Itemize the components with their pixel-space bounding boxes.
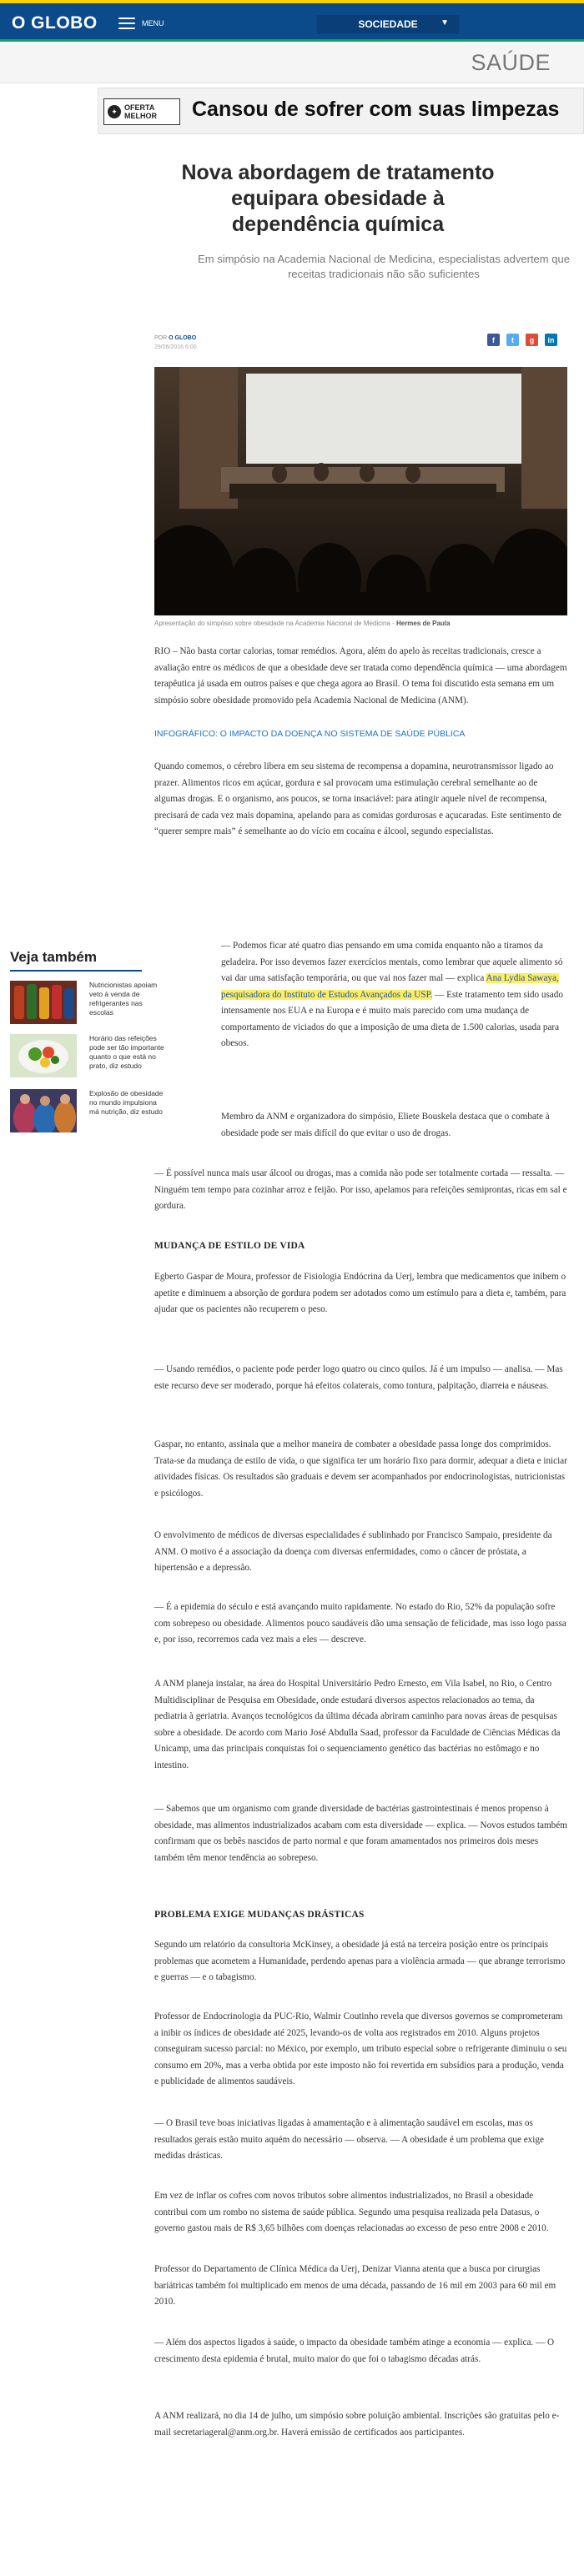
related-thumbnail [10,1034,77,1077]
paragraph-text: Em vez de inflar os cofres com novos tributos sobre alimentos industrializados, no Brasil a obesidade contribui com um rombo no sistema de saúde pública. Segundo uma pesquisa realizada pela Datasus, o governo gastou mais de R$ 3,65 bilhões com doenças relacionadas ao excesso de peso entre 2008 e 2010. [154,2191,549,2233]
ad-logo [103,98,180,125]
paragraph-text: — O Brasil teve boas iniciativas ligadas à amamentação e à alimentação saudável em escolas, mas os resultados gerais estão muito aquém do necessário — observa. — A obesidade é um problema que exige medidas drásticas. [154,2118,544,2161]
infographic-link[interactable]: INFOGRÁFICO: O IMPACTO DA DOENÇA NO SISTEMA DE SAÚDE PÚBLICA [154,729,466,739]
related-thumbnail [10,981,77,1024]
paragraph-text: — Usando remédios, o paciente pode perder logo quatro ou cinco quilos. Já é um impulso — analisa. — Mas este recurso deve ser moderado, porque há efeitos colaterais, como tontura, palpitação, diarreia e náuseas. [154,1364,563,1391]
ad-brand-line2: MELHOR [124,112,157,120]
article-paragraph [154,1166,567,1215]
article-paragraph [154,2009,567,2091]
article-paragraph [154,1269,567,1318]
article-title: Nova abordagem de tratamento equipara obesidade à dependência química [181,161,495,236]
photo-caption [154,620,450,627]
paragraph-text-part: — Podemos ficar até quatro dias pensando em uma comida enquanto não a tiramos da geladeira. Por isso devemos fazer exercícios mentais, como lembrar que aquele alimento só vai dar uma satisfação temporária, ou que vai nos fazer mal — explica [221,941,563,983]
paragraph-text: — É a epidemia do século e está avançando muito rapidamente. No estado do Rio, 52% da população sofre com sobrepeso ou obesidade. Alimentos pouco saudáveis dão uma sensação de felicidade, mas isso logo passa e, por isso, recorremos cada vez mais a eles — descreve. [154,1602,566,1645]
article-paragraph [221,1109,567,1142]
publish-date: 29/06/2016 6:00 [154,344,197,350]
article-paragraph [154,1599,567,1649]
paragraph-text: Quando comemos, o cérebro libera em seu sistema de recompensa a dopamina, neurotransmissor ligado ao prazer. Alimentos ricos em açúcar, gordura e sal provocam uma estimulação cerebral semelhante ao de algumas drogas. E o organismo, aos poucos, se torna insaciável: para atingir aquele nível de recompensa, precisará de cada vez mais dopamina, apelando para as comidas gordurosas e açucaradas. Este sentimento de “querer sempre mais” é semelhante ao do vício em cocaína e álcool, segundo especialistas. [154,761,562,836]
googleplus-icon[interactable]: g [526,334,538,346]
site-header [0,3,584,42]
article-paragraph [154,759,567,841]
article-paragraph [154,1528,567,1577]
article-paragraph [154,644,567,709]
related-item[interactable] [10,981,158,1027]
article-paragraph [154,2262,567,2311]
symposium-photo-image [154,367,567,615]
article-paragraph [154,2116,567,2165]
article-paragraph [154,2188,567,2237]
paragraph-text: O envolvimento de médicos de diversas especialidades é sublinhado por Francisco Sampaio, presidente da ANM. O motivo é a associação da doença com diversas enfermidades, como o câncer de próstata, a hipertensão e a depressão. [154,1530,552,1573]
ad-logo-icon: ✦ [108,105,121,118]
related-divider [10,970,142,972]
paragraph-text: Professor do Departamento de Clínica Médica da Uerj, Denizar Vianna atenta que a busca por cirurgias bariátricas também foi multiplicado em menos de uma década, passando de 16 mil em 2003 para 60 mil em 2010. [154,2264,556,2307]
paragraph-text: Segundo um relatório da consultoria McKinsey, a obesidade já está na terceira posição entre os principais problemas que acometem a Humanidade, perdendo apenas para a violência armada — que abrange terrorismo e guerras — e o tabagismo. [154,1940,566,1982]
related-title: Explosão de obesidade no mundo impulsiona má nutrição, diz estudo [89,1089,164,1116]
byline-prefix: POR [154,335,168,341]
section-heading: MUDANÇA DE ESTILO DE VIDA [154,1241,305,1251]
related-title: Horário das refeições pode ser tão importante quanto o que está no prato, diz estudo [89,1034,164,1070]
article-subtitle: Em simpósio na Academia Nacional de Medicina, especialistas advertem que receitas tradicionais não são suficientes [198,253,570,280]
related-thumbnail [10,1089,77,1132]
share-bar [487,334,557,346]
linkedin-icon[interactable]: in [545,334,557,346]
related-title: Nutricionistas apoiam veto à venda de refrigerantes nas escolas [89,981,158,1017]
photo-credit: Hermes de Paula [395,620,451,627]
byline-source[interactable]: O GLOBO [169,335,197,341]
paragraph-text: A ANM planeja instalar, na área do Hospital Universitário Pedro Ernesto, em Vila Isabel, no Rio, o Centro Multidisciplinar de Pesquisa em Obesidade, onde estudará diversos aspectos relacionados ao tema, da pediatria à geriatria. Avanços tecnológicos da última década abriram caminho para novas áreas de pesquisas sobre a obesidade. De acordo com Mario José Abdulla Saad, professor da Faculdade de Ciências Médicas da Unicamp, uma das principais conquistas foi o sequenciamento genético das bactérias no estômago e no intestino. [154,1679,561,1770]
paragraph-text: RIO – Não basta cortar calorias, tomar remédios. Agora, além do apelo às receitas tradicionais, cresce a avaliação entre os médicos de que a obesidade deve ser tratada como dependência química — uma abordagem terapêutica já usada em outros países e que chega agora ao Brasil. O tema foi discutido esta semana em um simpósio sobre obesidade promovido pela Academia Nacional de Medicina (ANM). [154,646,567,706]
paragraph-text: Professor de Endocrinologia da PUC-Rio, Walmir Coutinho revela que diversos governos se comprometeram a inibir os índices de obesidade até 2025, levando-os de volta aos registrados em 2010. Alguns projetos conseguiram sucesso parcial: no México, por exemplo, um tributo especial sobre o refrigerante diminuiu o seu consumo em 20%, mas a verba obtida por este imposto não foi revertida em subsídios para a produção, venda e publicidade de alimentos saudáveis. [154,2011,567,2086]
highlighted-text[interactable]: Ana Lydia Sawaya, pesquisadora do Instituto de Estudos Avançados da USP. [221,973,559,1000]
article-paragraph [154,1676,567,1774]
related-item[interactable] [10,1034,164,1081]
menu-label: MENU [142,19,164,28]
caret-down-icon: ▼ [441,18,449,28]
twitter-icon[interactable]: t [506,334,519,346]
article-paragraph [154,1937,567,1986]
article-paragraph [154,1801,567,1866]
paragraph-text: — É possível nunca mais usar álcool ou drogas, mas a comida não pode ser totalmente cortada — ressalta. — Ninguém tem tempo para cozinhar arroz e feijão. Por isso, apelamos para refeições semiprontas, ricas em sal e gordura. [154,1168,567,1211]
ad-banner[interactable] [98,88,584,134]
article-paragraph [154,2335,567,2368]
section-dropdown[interactable] [317,15,459,33]
article-photo[interactable] [154,367,567,615]
related-heading: Veja também [10,949,97,965]
section-heading: PROBLEMA EXIGE MUDANÇAS DRÁSTICAS [154,1910,365,1920]
article-paragraph [221,938,567,1052]
article-paragraph [154,1437,567,1502]
hamburger-icon [118,18,135,29]
paragraph-text: Membro da ANM e organizadora do simpósio, Eliete Bouskela destaca que o combate à obesidade pode ser mais difícil do que evitar o uso de drogas. [221,1112,550,1138]
paragraph-text: A ANM realizará, no dia 14 de julho, um simpósio sobre poluição ambiental. Inscrições são gratuitas pelo e-mail secretariageral@anm.org.br. Haverá emissão de certificados aos participantes. [154,2411,560,2438]
section-subheader [0,43,584,83]
paragraph-text: — Além dos aspectos ligados à saúde, o impacto da obesidade também atinge a economia — explica. — O crescimento desta epidemia é brutal, muito maior do que foi o tabagismo décadas atrás. [154,2337,555,2364]
section-label: SOCIEDADE [358,18,418,30]
facebook-icon[interactable]: f [487,334,500,346]
ad-brand-line1: OFERTA [124,103,155,112]
ad-text: Cansou de sofrer com suas limpezas [192,98,560,121]
article-paragraph [154,1362,567,1394]
related-item[interactable] [10,1089,164,1136]
menu-button[interactable] [118,14,194,33]
paragraph-text-part: — Este tratamento tem sido usado intensamente nos EUA e na Europa e é muito mais parecido com uma mudança de comportamento de viciados do que a imposição de uma dieta de 1.500 calorias, usada para obesos. [221,989,563,1048]
byline [154,335,196,341]
caption-text: Apresentação do simpósio sobre obesidade na Academia Nacional de Medicina - [154,620,395,627]
article-paragraph [154,2408,567,2441]
paragraph-text: Egberto Gaspar de Moura, professor de Fisiologia Endócrina da Uerj, lembra que medicamentos que inibem o apetite e diminuem a absorção de gordura podem ser adotados como um estímulo para a dieta e, também, para ajudar que os pacientes não recuperem o peso. [154,1272,566,1314]
paragraph-text: — Sabemos que um organismo com grande diversidade de bactérias gastrointestinais é menos propenso à obesidade, mas alimentos industrializados acabam com esta diversidade — explica. — Novos estudos também confirmam que os bebês nascidos de parto normal e que foram amamentados nos primeiros dois meses também têm menor tendência ao sobrepeso. [154,1804,567,1863]
site-logo[interactable]: O GLOBO [12,13,98,33]
paragraph-text [221,938,567,1052]
subsection-title[interactable]: SAÚDE [471,50,551,75]
paragraph-text: Gaspar, no entanto, assinala que a melhor maneira de combater a obesidade passa longe dos comprimidos. Trata-se da mudança de estilo de vida, o que significa ter um horário fixo para dormir, adequar a dieta e iniciar atividades físicas. Os resultados são graduais e devem ser acompanhados por endocrinologistas, nutricionistas e psicólogos. [154,1439,567,1499]
